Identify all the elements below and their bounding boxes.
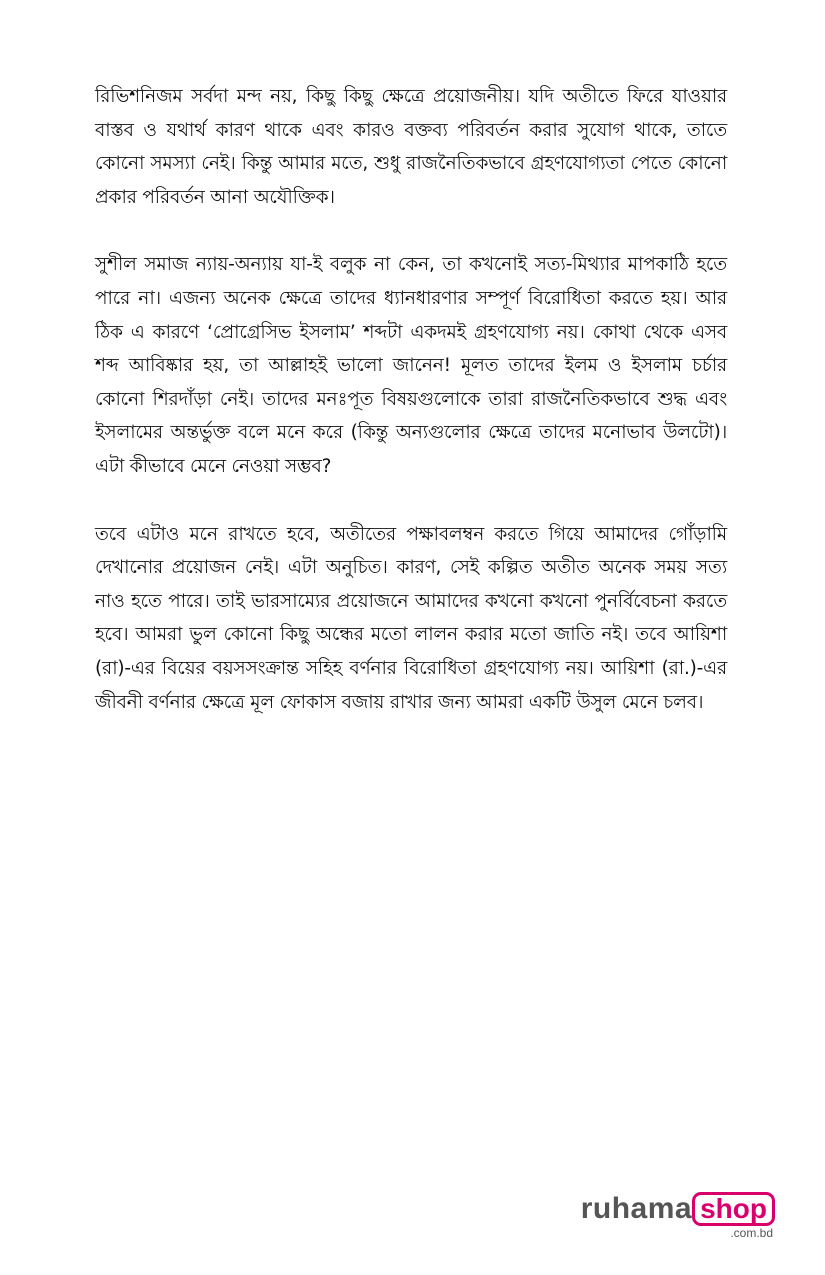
- body-paragraph-1: রিভিশনিজম সর্বদা মন্দ নয়, কিছু কিছু ক্ষেত্রে প্রয়োজনীয়। যদি অতীতে ফিরে যাওয়ার বাস্তব ও যথার্থ কারণ থাকে এবং কারও বক্তব্য পরিবর্তন করার সুযোগ থাকে, তাতে কোনো সমস্যা নেই। কিন্তু আমার মতে, শুধু রাজনৈতিকভাবে গ্রহণযোগ্যতা পেতে কোনো প্রকার পরিবর্তন আনা অযৌক্তিক।: [95, 86, 727, 208]
- logo-domain: .com.bd: [730, 1226, 773, 1240]
- page-body: [95, 80, 727, 753]
- body-paragraph-2: সুশীল সমাজ ন্যায়-অন্যায় যা-ই বলুক না কেন, তা কখনোই সত্য-মিথ্যার মাপকাঠি হতে পারে না। এজন্য অনেক ক্ষেত্রে তাদের ধ্যানধারণার সম্পূর্ণ বিরোধিতা করতে হয়। আর ঠিক এ কারণে ‘প্রোগ্রেসিভ ইসলাম’ শব্দটা একদমই গ্রহণযোগ্য নয়। কোথা থেকে এসব শব্দ আবিষ্কার হয়, তা আল্লাহই ভালো জানেন! মূলত তাদের ইলম ও ইসলাম চর্চার কোনো শিরদাঁড়া নেই। তাদের মনঃপূত বিষয়গুলোকে তারা রাজনৈতিকভাবে শুদ্ধ এবং ইসলামের অন্তর্ভুক্ত বলে মনে করে (কিন্তু অন্যগুলোর ক্ষেত্রে তাদের মনোভাব উলটো)। এটা কীভাবে মেনে নেওয়া সম্ভব?: [95, 254, 727, 477]
- logo-text-shop: shop: [692, 1192, 775, 1226]
- logo-shop-badge: [692, 1192, 775, 1240]
- body-paragraph-3: তবে এটাও মনে রাখতে হবে, অতীতের পক্ষাবলম্বন করতে গিয়ে আমাদের গোঁড়ামি দেখানোর প্রয়োজন নেই। এটা অনুচিত। কারণ, সেই কল্পিত অতীত অনেক সময় সত্য নাও হতে পারে। তাই ভারসাম্যের প্রয়োজনে আমাদের কখনো কখনো পুনর্বিবেচনা করতে হবে। আমরা ভুল কোনো কিছু অন্ধের মতো লালন করার মতো জাতি নই। তবে আয়িশা (রা)-এর বিয়ের বয়সসংক্রান্ত সহিহ বর্ণনার বিরোধিতা গ্রহণযোগ্য নয়। আয়িশা (রা.)-এর জীবনী বর্ণনার ক্ষেত্রে মূল ফোকাস বজায় রাখার জন্য আমরা একটি উসুল মেনে চলব।: [95, 523, 727, 713]
- logo-text-ruhama: ruhama: [580, 1192, 693, 1225]
- publisher-logo: [581, 1192, 775, 1240]
